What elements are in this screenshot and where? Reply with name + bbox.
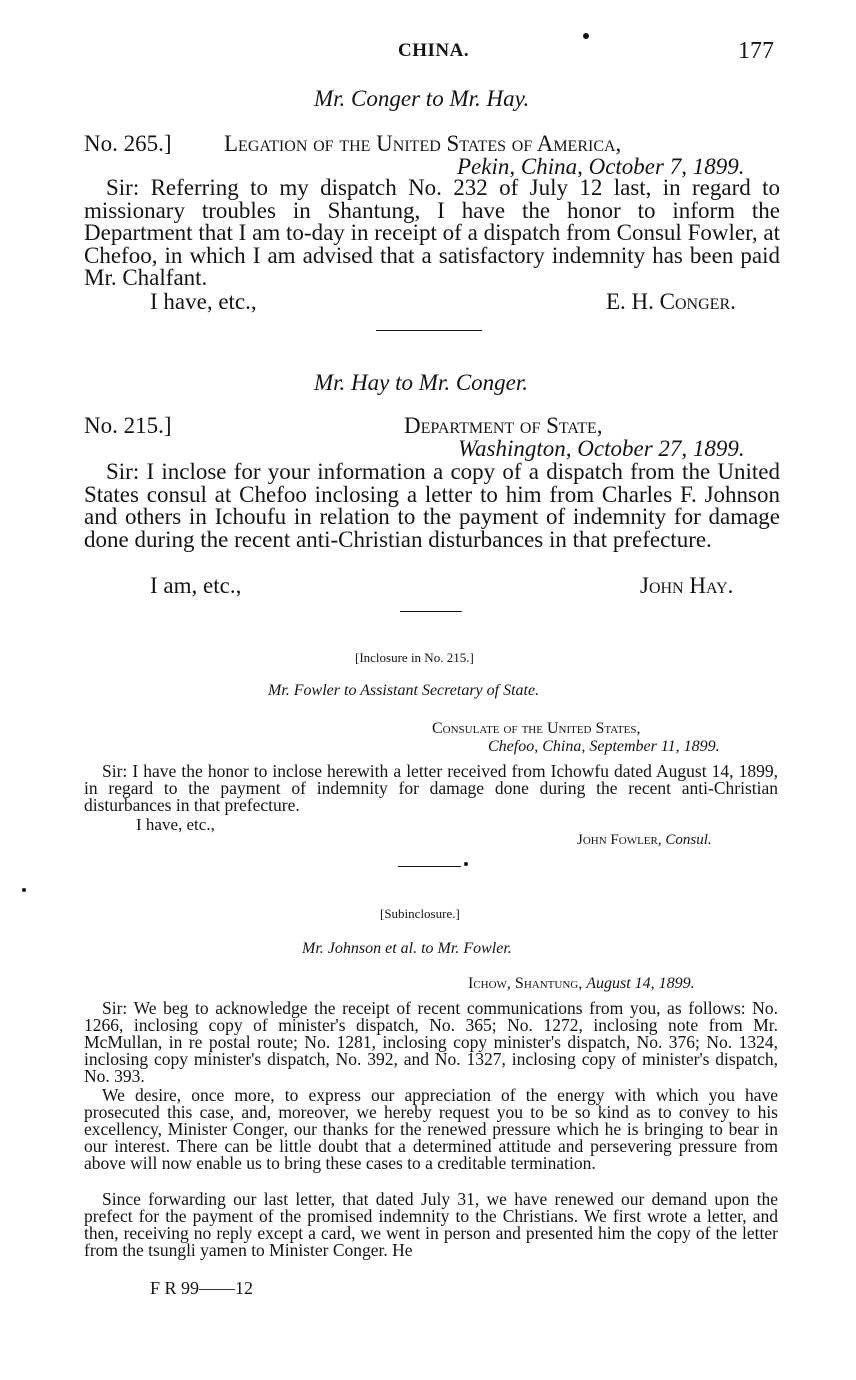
inclosure-signature bbox=[577, 832, 712, 849]
letter2-heading: Mr. Hay to Mr. Conger. bbox=[314, 370, 529, 395]
subinclosure-place: Ichow, Shantung, bbox=[468, 975, 583, 992]
running-head-title: CHINA. bbox=[398, 40, 470, 61]
inclosure-signature-name: John Fowler, bbox=[577, 832, 662, 848]
inclosure-closing: I have, etc., bbox=[136, 815, 215, 834]
letter1-closing: I have, etc., bbox=[150, 289, 257, 314]
subinclosure-label: [Subinclosure.] bbox=[380, 906, 460, 921]
letter2-number: No. 215.] bbox=[84, 413, 172, 438]
signature-mark: F R 99——12 bbox=[150, 1278, 254, 1298]
section-divider bbox=[376, 330, 482, 331]
letter1-number: No. 265.] bbox=[84, 131, 172, 156]
inclosure-origin: Consulate of the United States, bbox=[432, 720, 641, 737]
letter1-origin: Legation of the United States of America, bbox=[224, 131, 622, 156]
letter1-signature: E. H. Conger. bbox=[606, 289, 736, 314]
section-divider bbox=[400, 611, 462, 612]
subinclosure-paragraph: Sir: We beg to acknowledge the receipt of recent communications from you, as follows: No. 1266, inclosing copy of minister's dispatch, No. 365; No. 1272, inclosing note from Mr. McMullan, in re postal route; No. 1281, inclosing copy minister's dispatch, No. 376; No. 1324, inclosing copy minister's dispatch, No. 392, and No. 1327, inclosing copy of minister's dispatch, No. 393. bbox=[84, 998, 778, 1086]
section-divider bbox=[398, 866, 461, 867]
inclosure-place-date: Chefoo, China, September 11, 1899. bbox=[488, 738, 720, 755]
ink-speck bbox=[583, 33, 589, 39]
inclosure-signature-title: Consul. bbox=[665, 832, 712, 848]
letter2-body: Sir: I inclose for your information a copy of a dispatch from the United States consul at Chefoo inclosing a letter to him from Charles F. Johnson and others in Ichoufu in relation to the payment of indemnity for damage done during the recent anti-Christian disturbances in that prefecture. bbox=[84, 459, 780, 552]
letter2-place-date: Washington, October 27, 1899. bbox=[458, 436, 745, 461]
letter2-signature: John Hay. bbox=[640, 573, 734, 598]
page-number: 177 bbox=[738, 38, 774, 64]
letter1-body: Sir: Referring to my dispatch No. 232 of July 12 last, in regard to missionary troubles in Shantung, I have the honor to inform the Department that I am to-day in receipt of a dispatch from Consul Fowler, at Chefoo, in which I am advised that a satisfactory indemnity has been paid Mr. Chalfant. bbox=[84, 175, 780, 290]
subinclosure-place-date bbox=[468, 975, 695, 993]
inclosure-label: [Inclosure in No. 215.] bbox=[355, 650, 474, 665]
inclosure-body: Sir: I have the honor to inclose herewith a letter received from Ichowfu dated August 14, 1899, in regard to the payment of indemnity for damage done during the recent anti-Christian disturbances in that prefecture. bbox=[84, 761, 778, 815]
ink-speck bbox=[22, 888, 26, 892]
subinclosure-heading: Mr. Johnson et al. to Mr. Fowler. bbox=[302, 940, 512, 957]
letter1-heading: Mr. Conger to Mr. Hay. bbox=[314, 86, 530, 111]
letter2-closing: I am, etc., bbox=[150, 573, 242, 598]
ink-speck bbox=[464, 862, 468, 866]
subinclosure-paragraph: We desire, once more, to express our appreciation of the energy with which you have prosecuted this case, and, moreover, we hereby request you to be so kind as to convey to his excellency, Minister Conger, our thanks for the renewed pressure which he is bringing to bear in our interest. There can be little doubt that a determined attitude and persevering pressure from above will now enable us to bring these cases to a creditable termination. bbox=[84, 1085, 778, 1173]
subinclosure-paragraph: Since forwarding our last letter, that dated July 31, we have renewed our demand upon the prefect for the payment of the promised indemnity to the Christians. We first wrote a letter, and then, receiving no reply except a card, we went in person and presented him the copy of the letter from the tsungli yamen to Minister Conger. He bbox=[84, 1189, 778, 1260]
inclosure-heading: Mr. Fowler to Assistant Secretary of State. bbox=[268, 682, 540, 699]
subinclosure-date: August 14, 1899. bbox=[586, 975, 695, 992]
letter2-origin: Department of State, bbox=[404, 413, 603, 438]
letter1-place-date: Pekin, China, October 7, 1899. bbox=[457, 154, 745, 179]
